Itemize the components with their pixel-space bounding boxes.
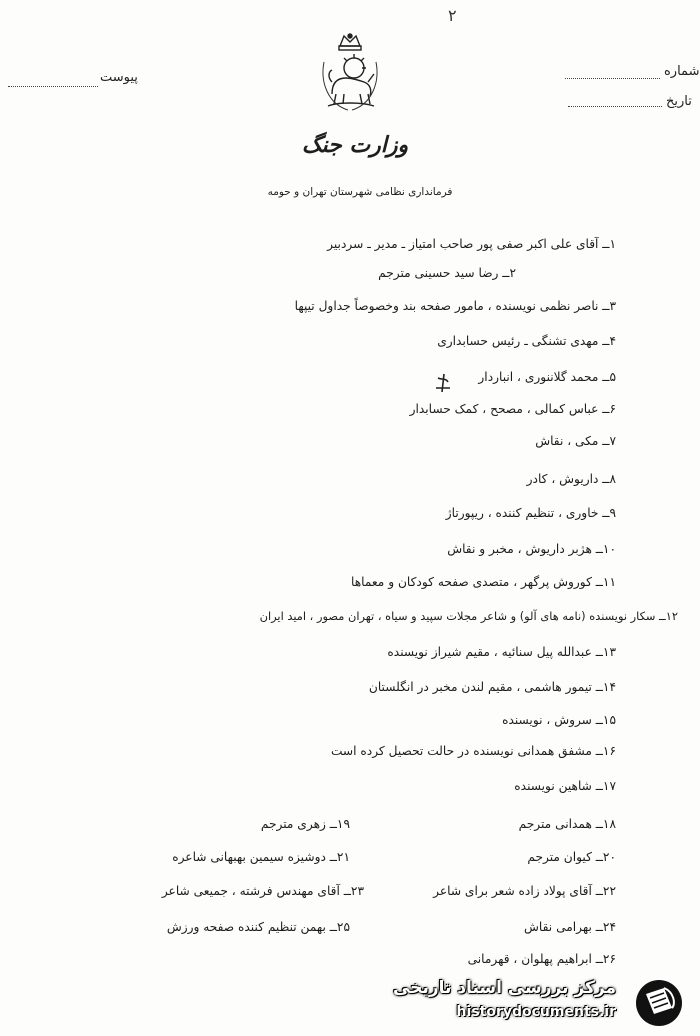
list-item: ۱۰ــ هژبر داریوش ، مخبر و نقاش xyxy=(447,542,616,556)
list-item: ۵ــ محمد گلاننوری ، انباردار xyxy=(478,370,616,384)
list-item: ۱۴ــ تیمور هاشمی ، مقیم لندن مخبر در انگلستان xyxy=(368,680,616,694)
attachment-field-line xyxy=(8,86,98,87)
attachment-label: پیوست xyxy=(100,70,138,85)
list-item: ۱۲ــ سکار نویسنده (نامه های آلو) و شاعر مجلات سپید و سیاه ، تهران مصور ، امید ایران xyxy=(259,609,678,623)
list-item: ۲ــ رضا سید حسینی مترجم xyxy=(378,266,516,280)
list-item: ۲۰ــ کیوان مترجم xyxy=(527,850,616,864)
list-item: ۱۱ــ کوروش پرگهر ، متصدی صفحه کودکان و معماها xyxy=(351,575,616,589)
list-item: ۲۲ــ آقای پولاد زاده شعر برای شاعر xyxy=(433,884,616,898)
list-item: ۱۹ــ زهری مترجم xyxy=(260,817,350,831)
list-item: ۱ــ آقای علی اکبر صفی پور صاحب امتیاز ـ مدیر ـ سردبیر xyxy=(327,237,616,251)
archive-logo-icon xyxy=(634,978,684,1028)
watermark-url: historydocuments.ir xyxy=(456,1004,616,1020)
list-item: ۳ــ ناصر نظمی نویسنده ، مامور صفحه بند وخصوصاً جداول تیپها xyxy=(294,299,616,313)
list-item: ۱۳ــ عبدالله پیل سنائیه ، مقیم شیراز نویسنده xyxy=(387,645,616,659)
list-item: ۱۵ــ سروش ، نویسنده xyxy=(502,713,616,727)
list-item: ۲۶ــ ابراهیم پهلوان ، قهرمانی xyxy=(467,952,616,966)
office-subtitle: فرمانداری نظامی شهرستان تهران و حومه xyxy=(267,186,453,198)
date-label: تاریخ xyxy=(666,94,692,109)
list-item: ۸ــ داریوش ، کادر xyxy=(526,472,616,486)
lion-and-sun-emblem-icon xyxy=(318,32,382,112)
list-item: ۹ــ خاوری ، تنظیم کننده ، ریپورتاژ xyxy=(445,506,616,520)
watermark-title: مرکز بررسی اسناد تاریخی xyxy=(393,978,616,998)
list-item: ۶ــ عباس کمالی ، مصحح ، کمک حسابدار xyxy=(409,402,616,416)
number-label: شماره xyxy=(664,64,700,79)
list-item: ۲۴ــ بهرامی نقاش xyxy=(524,920,616,934)
list-item: ۲۳ــ آقای مهندس فرشته ، جمیعی شاعر xyxy=(161,884,364,898)
number-field-line xyxy=(565,78,660,79)
list-item: ۱۸ــ همدانی مترجم xyxy=(518,817,616,831)
ministry-title: وزارت جنگ xyxy=(301,132,409,158)
list-item: ۲۵ــ بهمن تنظیم کننده صفحه ورزش xyxy=(166,920,350,934)
list-item: ۷ــ مکی ، نقاش xyxy=(535,434,616,448)
handwritten-mark xyxy=(432,370,454,394)
list-item: ۱۷ــ شاهین نویسنده xyxy=(514,779,616,793)
watermark xyxy=(393,978,688,1030)
list-item: ۲۱ــ دوشیزه سیمین بهبهانی شاعره xyxy=(172,850,350,864)
top-mark: ۲ xyxy=(448,6,457,25)
date-field-line xyxy=(568,106,662,107)
list-item: ۱۶ــ مشفق همدانی نویسنده در حالت تحصیل کرده است xyxy=(330,744,616,758)
list-item: ۴ــ مهدی تشنگی ـ رئیس حسابداری xyxy=(437,334,616,348)
